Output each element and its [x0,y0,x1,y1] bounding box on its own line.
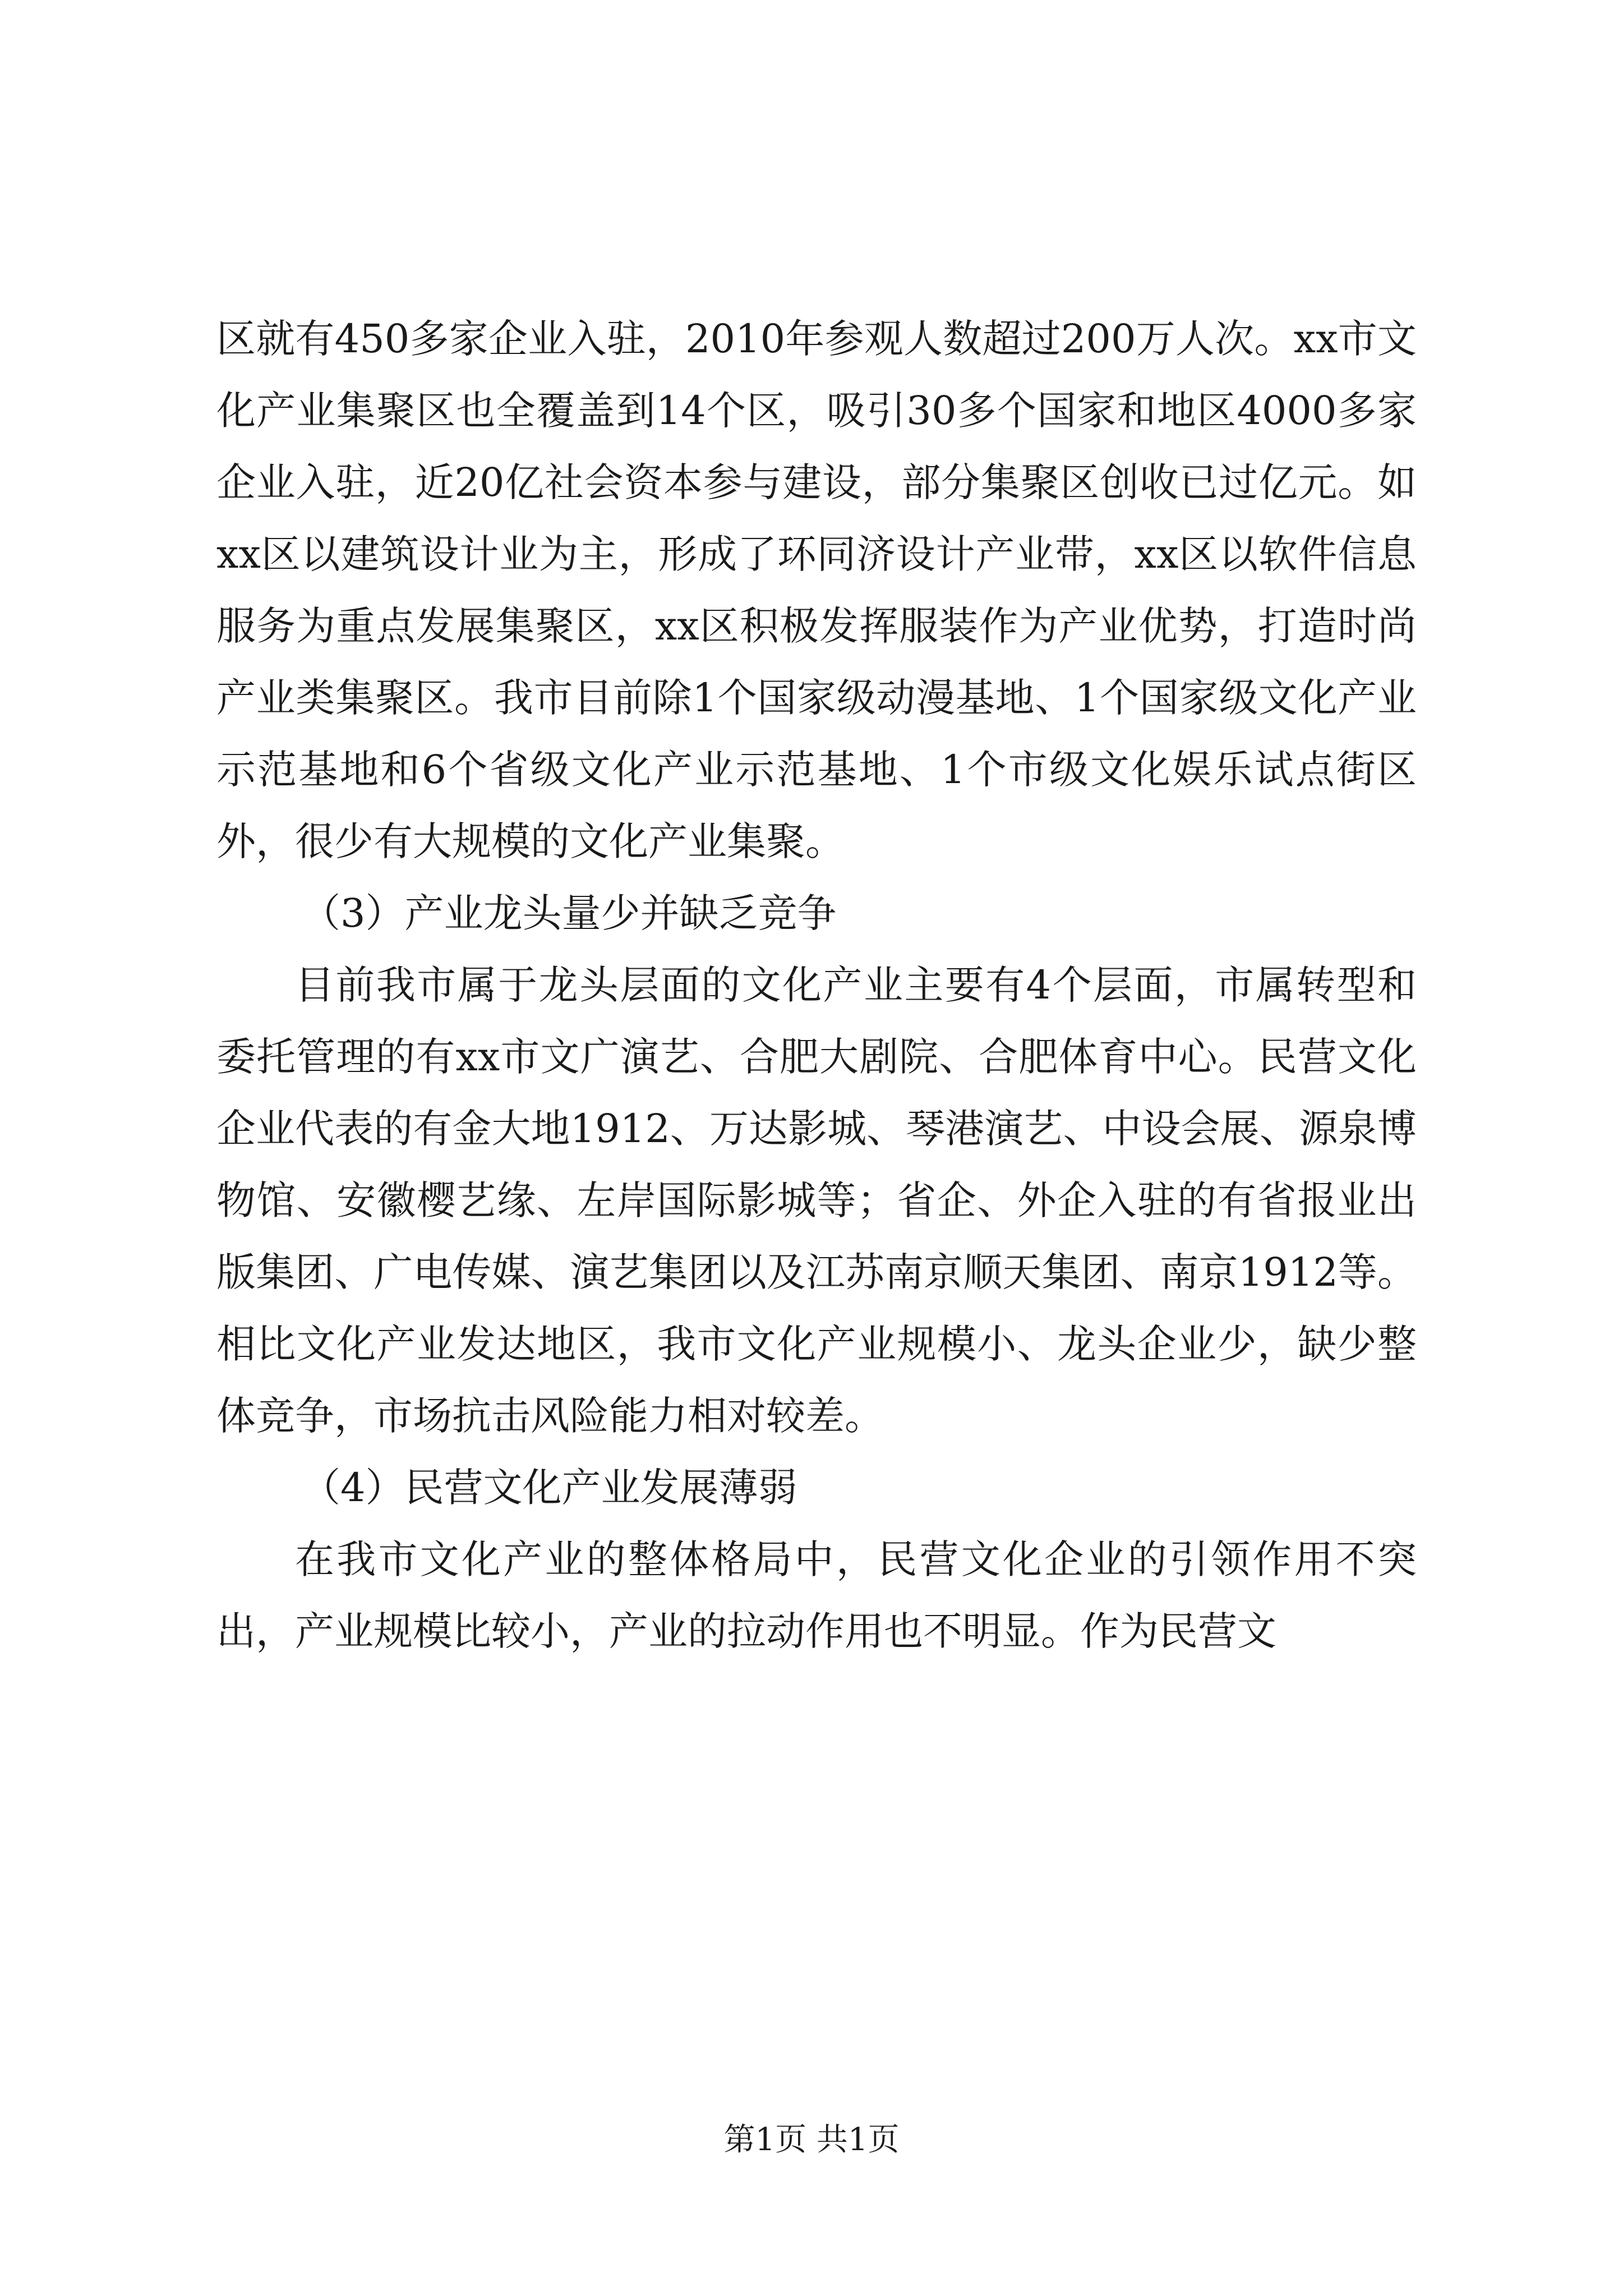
section-heading-3: （3）产业龙头量少并缺乏竞争 [301,890,837,936]
paragraph-body: 目前我市属于龙头层面的文化产业主要有4个层面，市属转型和委托管理的有xx市文广演艺、合肥大剧院、合肥体育中心。民营文化企业代表的有金大地1912、万达影城、琴港演艺、中设会展、源泉博物馆、安徽樱艺缘、左岸国际影城等；省企、外企入驻的有省报业出版集团、广电传媒、演艺集团以及江苏南京顺天集团、南京1912等。相比文化产业发达地区，我市文化产业规模小、龙头企业少，缺少整体竞争，市场抗击风险能力相对较差。 [216,962,1417,1439]
paragraph-body: 在我市文化产业的整体格局中，民营文化企业的引领作用不突出，产业规模比较小，产业的拉动作用也不明显。作为民营文 [216,1536,1417,1654]
document-body [216,303,1417,1667]
paragraph-continuation: 区就有450多家企业入驻，2010年参观人数超过200万人次。xx市文化产业集聚区也全覆盖到14个区，吸引30多个国家和地区4000多家企业入驻，近20亿社会资本参与建设，部分集聚区创收已过亿元。如xx区以建筑设计业为主，形成了环同济设计产业带，xx区以软件信息服务为重点发展集聚区，xx区积极发挥服装作为产业优势，打造时尚产业类集聚区。我市目前除1个国家级动漫基地、1个国家级文化产业示范基地和6个省级文化产业示范基地、1个市级文化娱乐试点街区外，很少有大规模的文化产业集聚。 [216,316,1417,864]
section-heading-4: （4）民营文化产业发展薄弱 [301,1465,797,1511]
page-footer: 第1页 共1页 [723,2122,900,2158]
